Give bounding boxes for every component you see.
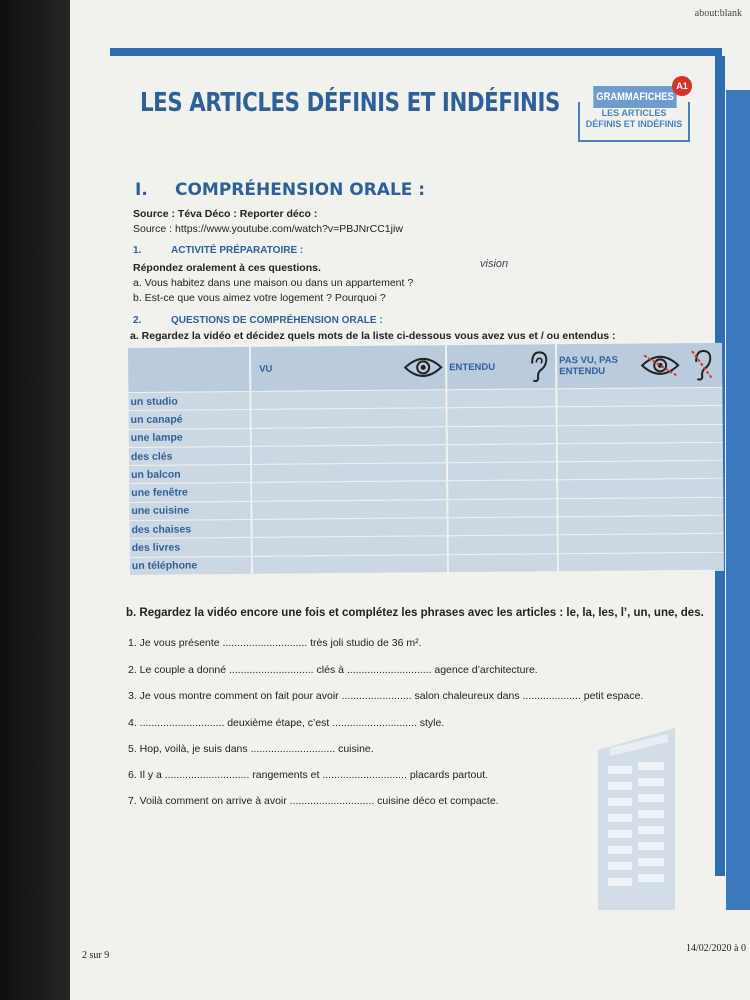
question-b: b. Est-ce que vous aimez votre logement ? Pourquoi ? xyxy=(133,292,386,304)
vu-cell[interactable] xyxy=(250,390,446,410)
ear-icon xyxy=(527,349,549,383)
question-a: a. Vous habitez dans une maison ou dans un appartement ? xyxy=(133,277,414,289)
pas-cell[interactable] xyxy=(557,406,723,426)
section-title: COMPRÉHENSION ORALE : xyxy=(175,180,426,200)
pas-cell[interactable] xyxy=(557,442,723,462)
entendu-cell[interactable] xyxy=(447,499,557,518)
vu-cell[interactable] xyxy=(252,518,448,538)
word-cell: un canapé xyxy=(129,410,251,429)
sentence-1: 1. Je vous présente ............................. très joli studio de 36 m². xyxy=(128,637,422,649)
badge-line2: DÉFINIS ET INDÉFINIS xyxy=(585,119,683,129)
blue-page-edge xyxy=(726,90,750,910)
word-cell: un téléphone xyxy=(130,556,252,575)
badge-line1: LES ARTICLES xyxy=(601,108,667,118)
vu-cell[interactable] xyxy=(251,481,447,501)
activity1-number: 1. xyxy=(133,245,142,256)
activity2-heading xyxy=(133,315,383,326)
part-b-instruction: b. Regardez la vidéo encore une fois et complétez les phrases avec les articles : le, la, les, l’, un, une, des. xyxy=(126,607,704,619)
crossed-ear-icon xyxy=(690,348,714,382)
pas-cell[interactable] xyxy=(557,515,723,535)
word-cell: des chaises xyxy=(130,520,252,539)
pas-cell[interactable] xyxy=(557,479,723,499)
sentence-7: 7. Voilà comment on arrive à avoir ............................. cuisine déco et compacte. xyxy=(128,795,499,807)
entendu-cell[interactable] xyxy=(447,407,557,426)
source-label: Source : Téva Déco : Reporter déco : xyxy=(133,208,318,220)
vu-cell[interactable] xyxy=(251,408,447,428)
grammafiches-badge xyxy=(578,80,696,148)
sentence-3: 3. Je vous montre comment on fait pour avoir ........................ salon chaleureux dans .................... petit espace. xyxy=(128,690,644,702)
blue-frame-top xyxy=(110,48,722,56)
badge-level: A1 xyxy=(672,76,692,96)
pas-cell[interactable] xyxy=(558,552,724,572)
browser-header-url: about:blank xyxy=(694,8,742,19)
pas-cell[interactable] xyxy=(558,534,724,554)
word-cell: une lampe xyxy=(129,428,251,447)
word-cell: un balcon xyxy=(129,465,251,484)
header-pas-vu xyxy=(556,343,722,389)
word-cell: des livres xyxy=(130,538,252,557)
page-title: LES ARTICLES DÉFINIS ET INDÉFINIS xyxy=(140,88,560,118)
sentence-4: 4. ............................. deuxième étape, c’est ............................. style. xyxy=(128,717,445,729)
table-header-row xyxy=(128,343,722,393)
entendu-cell[interactable] xyxy=(447,462,557,481)
header-vu xyxy=(250,345,446,391)
pas-cell[interactable] xyxy=(557,424,723,444)
pas-cell[interactable] xyxy=(557,497,723,517)
badge-box xyxy=(578,102,690,142)
eye-icon xyxy=(403,354,443,380)
activity2-instruction: a. Regardez la vidéo et décidez quels mots de la liste ci-dessous vous avez vus et / ou entendus : xyxy=(130,330,616,342)
vu-cell[interactable] xyxy=(251,445,447,465)
entendu-cell[interactable] xyxy=(447,444,557,463)
sentence-5: 5. Hop, voilà, je suis dans ............................. cuisine. xyxy=(128,743,374,755)
sentence-6: 6. Il y a ............................. rangements et ............................. placards partout. xyxy=(128,769,489,781)
activity1-title: ACTIVITÉ PRÉPARATOIRE : xyxy=(171,245,304,256)
handwritten-note: vision xyxy=(480,258,509,270)
entendu-cell[interactable] xyxy=(447,517,557,536)
footer-page-number: 2 sur 9 xyxy=(82,950,110,961)
entendu-cell[interactable] xyxy=(447,425,557,444)
header-empty xyxy=(128,347,250,393)
vu-cell[interactable] xyxy=(251,500,447,520)
word-cell: des clés xyxy=(129,446,251,465)
vu-cell[interactable] xyxy=(251,463,447,483)
building-illustration xyxy=(580,720,690,910)
entendu-cell[interactable] xyxy=(448,553,558,572)
header-vu-label: VU xyxy=(259,363,273,375)
header-entendu xyxy=(446,344,556,389)
badge-brand: GRAMMAFICHES xyxy=(593,86,676,108)
vu-cell[interactable] xyxy=(251,426,447,446)
activity1-heading xyxy=(133,245,303,256)
word-cell: un studio xyxy=(128,391,250,410)
pas-cell[interactable] xyxy=(557,460,723,480)
vu-cell[interactable] xyxy=(252,536,448,556)
word-cell: une cuisine xyxy=(129,501,251,520)
word-cell: une fenêtre xyxy=(129,483,251,502)
vocabulary-table xyxy=(128,343,724,576)
entendu-cell[interactable] xyxy=(447,480,557,499)
source-url: Source : https://www.youtube.com/watch?v=PBJNrCC1jiw xyxy=(133,223,403,235)
footer-date: 14/02/2020 à 0 xyxy=(686,943,746,954)
crossed-eye-icon xyxy=(640,352,680,378)
activity2-title: QUESTIONS DE COMPRÉHENSION ORALE : xyxy=(171,315,383,326)
entendu-cell[interactable] xyxy=(446,389,556,408)
section-heading xyxy=(135,180,425,200)
entendu-cell[interactable] xyxy=(448,535,558,554)
activity2-number: 2. xyxy=(133,315,142,326)
sentence-2: 2. Le couple a donné ............................. clés à ............................. agence d’architecture. xyxy=(128,664,538,676)
pas-cell[interactable] xyxy=(556,387,722,407)
section-number: I. xyxy=(135,180,148,200)
header-pas-label: PAS VU, PAS ENTENDU xyxy=(559,354,618,378)
vu-cell[interactable] xyxy=(252,554,448,574)
header-entendu-label: ENTENDU xyxy=(449,361,496,373)
activity1-instruction: Répondez oralement à ces questions. xyxy=(133,262,321,274)
